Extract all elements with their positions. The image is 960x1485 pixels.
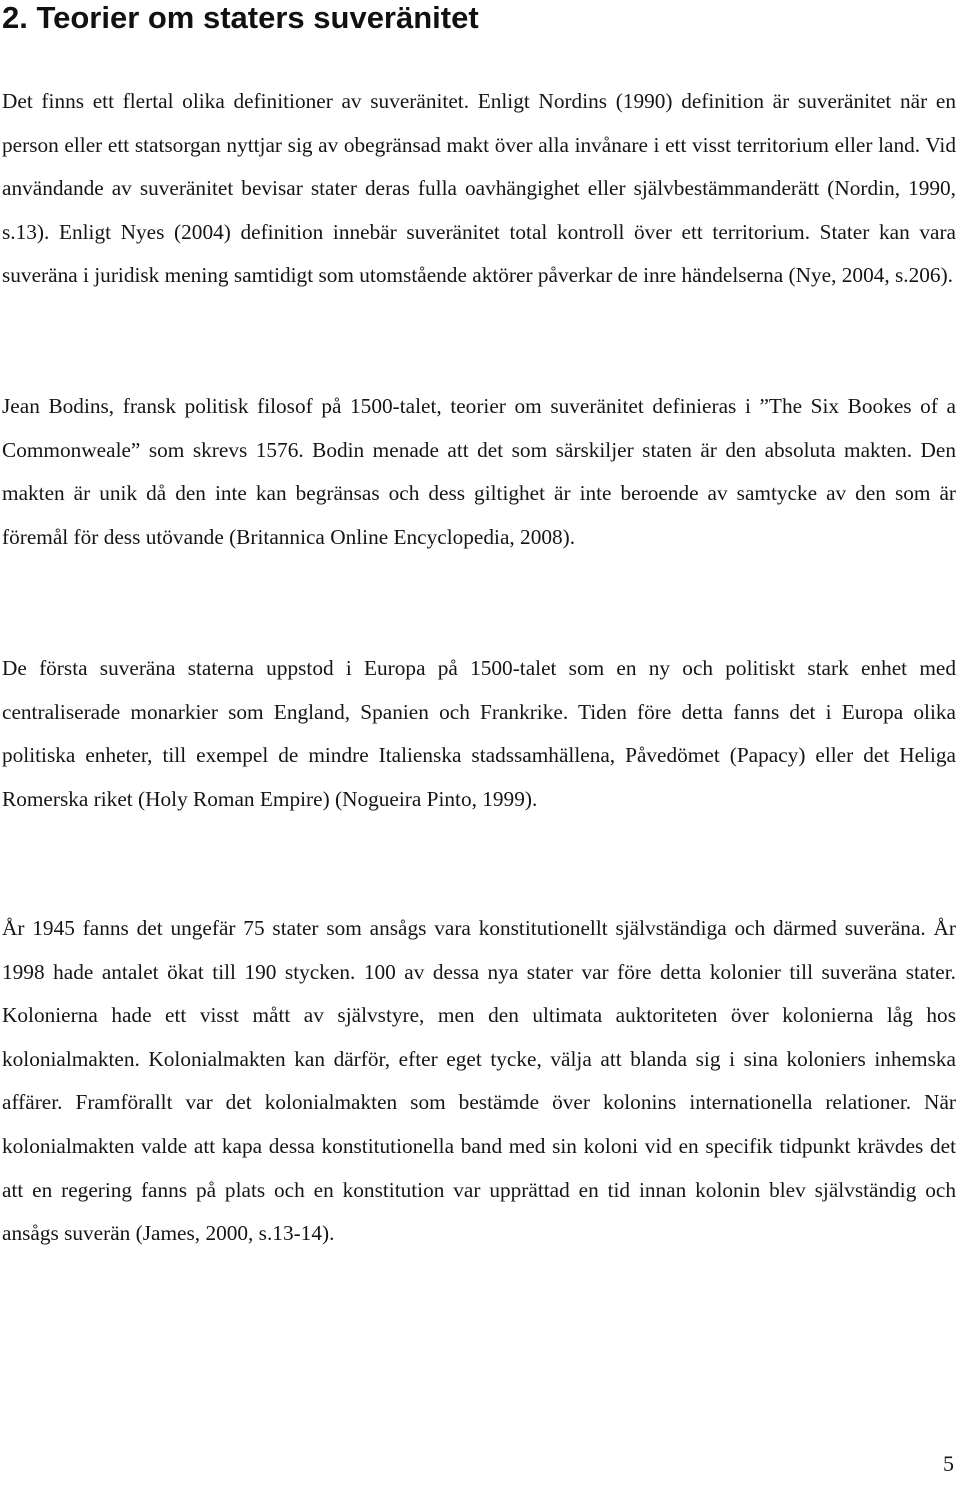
paragraph-colonies: År 1945 fanns det ungefär 75 stater som ansågs vara konstitutionellt självständiga och därmed suveräna. År 1998 hade antalet ökat till 190 stycken. 100 av dessa nya stater var före detta kolonier till suveräna stater. Kolonierna hade ett visst mått av självstyre, men den ultimata auktoriteten över kolonierna låg hos kolonialmakten. Kolonialmakten kan därför, efter eget tycke, välja att blanda sig i sina koloniers inhemska affärer. Framförallt var det kolonialmakten som bestämde över kolonins internationella relationer. När kolonialmakten valde att kapa dessa konstitutionella band med sin koloni vid en specifik tidpunkt krävdes det att en regering fanns på plats och en konstitution var upprättad en tid innan kolonin blev självständig och ansågs suverän (James, 2000, s.13-14). [2, 916, 956, 1246]
paragraph-first-sovereign-states: De första suveräna staterna uppstod i Europa på 1500-talet som en ny och politiskt stark enhet med centraliserade monarkier som England, Spanien och Frankrike. Tiden före detta fanns det i Europa olika politiska enheter, till exempel de mindre Italienska stadssamhällena, Påvedömet (Papacy) eller det Heliga Romerska riket (Holy Roman Empire) (Nogueira Pinto, 1999). [2, 656, 956, 811]
paragraph-bodin: Jean Bodins, fransk politisk filosof på 1500-talet, teorier om suveränitet definieras i ”The Six Bookes of a Commonweale” som skrevs 1576. Bodin menade att det som särskiljer staten är den absoluta makten. Den makten är unik då den inte kan begränsas och dess giltighet är inte beroende av samtycke av den som är föremål för dess utövande (Britannica Online Encyclopedia, 2008). [2, 394, 956, 549]
paragraph-definitions: Det finns ett flertal olika definitioner av suveränitet. Enligt Nordins (1990) definition är suveränitet när en person eller ett statsorgan nyttjar sig av obegränsad makt över alla invånare i ett visst territorium eller land. Vid användande av suveränitet bevisar stater deras fulla oavhängighet eller självbestämmanderätt (Nordin, 1990, s.13). Enligt Nyes (2004) definition innebär suveränitet total kontroll över ett territorium. Stater kan vara suveräna i juridisk mening samtidigt som utomstående aktörer påverkar de inre händelserna (Nye, 2004, s.206). [2, 89, 956, 288]
page-number: 5 [943, 1451, 954, 1476]
section-heading: 2. Teorier om staters suveränitet [2, 0, 479, 35]
